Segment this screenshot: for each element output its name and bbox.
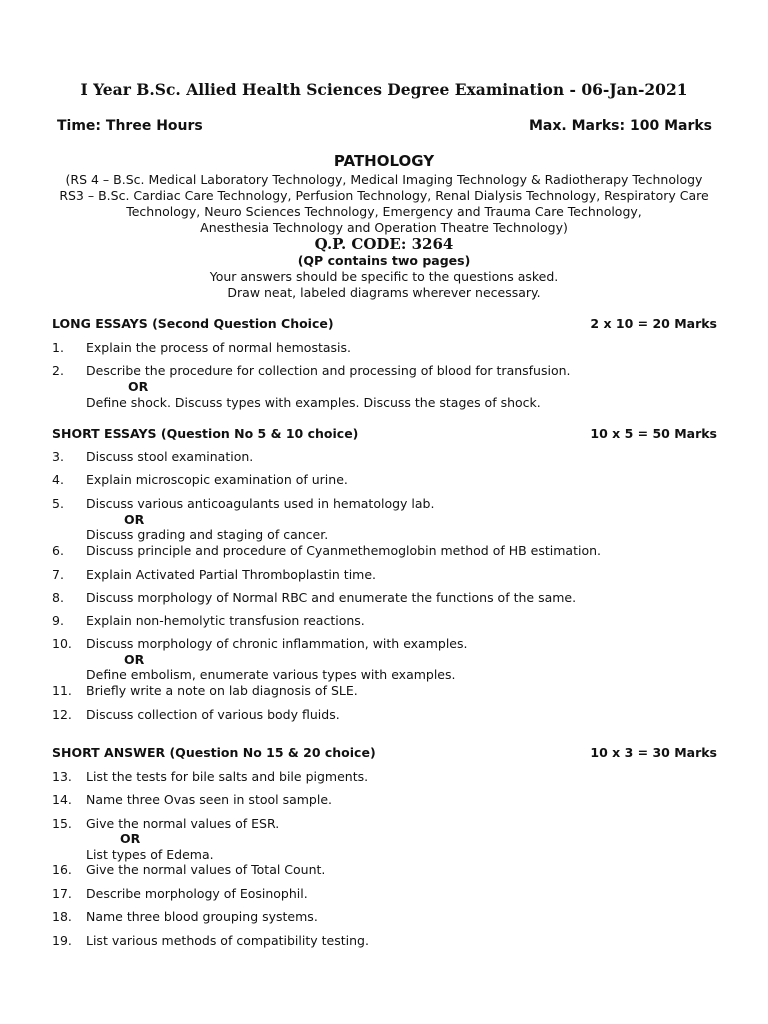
- question-item: [52, 449, 722, 464]
- question-number: 17.: [52, 886, 72, 901]
- question-item: [52, 472, 722, 487]
- instruction-line: Draw neat, labeled diagrams wherever necessary.: [227, 285, 541, 300]
- question-number: 13.: [52, 769, 72, 784]
- alternative-question-text: Discuss grading and staging of cancer.: [86, 527, 329, 542]
- pages-note: (QP contains two pages): [297, 253, 471, 268]
- question-item: [52, 543, 722, 558]
- question-text: Explain microscopic examination of urine.: [86, 472, 348, 487]
- question-number: 6.: [52, 543, 64, 558]
- question-text: List the tests for bile salts and bile pigments.: [86, 769, 369, 784]
- or-label: OR: [128, 379, 149, 394]
- question-item: [52, 363, 722, 378]
- question-text: Discuss stool examination.: [86, 449, 254, 464]
- question-item: [52, 683, 722, 698]
- question-text: Name three blood grouping systems.: [86, 909, 318, 924]
- question-text: Describe morphology of Eosinophil.: [86, 886, 308, 901]
- question-item: [52, 909, 722, 924]
- section-heading-long-essays: [52, 316, 717, 331]
- question-item: [52, 862, 722, 877]
- question-item: [52, 340, 722, 355]
- section-heading-short-answer: [52, 745, 717, 760]
- question-text: Give the normal values of ESR.: [86, 816, 280, 831]
- alternative-question-text: Define shock. Discuss types with examples. Discuss the stages of shock.: [86, 395, 541, 410]
- question-item: [52, 933, 722, 948]
- subject-title: PATHOLOGY: [333, 152, 435, 170]
- course-line: RS3 – B.Sc. Cardiac Care Technology, Perfusion Technology, Renal Dialysis Technology, Respiratory Care: [59, 188, 709, 203]
- section-title: SHORT ANSWER (Question No 15 & 20 choice): [52, 745, 376, 760]
- section-marks: 2 x 10 = 20 Marks: [590, 316, 717, 331]
- question-number: 18.: [52, 909, 72, 924]
- question-item: [52, 769, 722, 784]
- question-item: [52, 567, 722, 582]
- alternative-question-text: Define embolism, enumerate various types with examples.: [86, 667, 456, 682]
- or-label: OR: [120, 831, 141, 846]
- question-number: 19.: [52, 933, 72, 948]
- question-number: 1.: [52, 340, 64, 355]
- question-text: Discuss morphology of Normal RBC and enumerate the functions of the same.: [86, 590, 577, 605]
- question-text: Discuss principle and procedure of Cyanmethemoglobin method of HB estimation.: [86, 543, 602, 558]
- alternative-question-text: List types of Edema.: [86, 847, 214, 862]
- question-number: 4.: [52, 472, 64, 487]
- question-number: 10.: [52, 636, 72, 651]
- section-title: LONG ESSAYS (Second Question Choice): [52, 316, 334, 331]
- question-text: Explain non-hemolytic transfusion reactions.: [86, 613, 365, 628]
- question-text: Explain Activated Partial Thromboplastin time.: [86, 567, 377, 582]
- course-list: [40, 172, 728, 236]
- section-heading-short-essays: [52, 426, 717, 441]
- question-number: 8.: [52, 590, 64, 605]
- question-text: Give the normal values of Total Count.: [86, 862, 326, 877]
- section-title: SHORT ESSAYS (Question No 5 & 10 choice): [52, 426, 359, 441]
- question-item: [52, 636, 722, 651]
- question-item: [52, 707, 722, 722]
- section-marks: 10 x 3 = 30 Marks: [590, 745, 717, 760]
- question-text: Briefly write a note on lab diagnosis of SLE.: [86, 683, 358, 698]
- question-number: 15.: [52, 816, 72, 831]
- question-text: Describe the procedure for collection and processing of blood for transfusion.: [86, 363, 571, 378]
- question-number: 5.: [52, 496, 64, 511]
- exam-duration: Time: Three Hours: [57, 118, 203, 134]
- question-number: 14.: [52, 792, 72, 807]
- question-text: Explain the process of normal hemostasis.: [86, 340, 352, 355]
- or-label: OR: [124, 652, 145, 667]
- question-item: [52, 590, 722, 605]
- question-item: [52, 886, 722, 901]
- course-line: Anesthesia Technology and Operation Theatre Technology): [200, 220, 568, 235]
- instruction-line: Your answers should be specific to the questions asked.: [209, 269, 559, 284]
- question-number: 11.: [52, 683, 72, 698]
- exam-title: I Year B.Sc. Allied Health Sciences Degree Examination - 06-Jan-2021: [80, 80, 688, 99]
- max-marks: Max. Marks: 100 Marks: [528, 118, 712, 134]
- question-number: 7.: [52, 567, 64, 582]
- question-number: 2.: [52, 363, 64, 378]
- question-text: List various methods of compatibility testing.: [86, 933, 369, 948]
- question-number: 9.: [52, 613, 64, 628]
- question-text: Discuss collection of various body fluids.: [86, 707, 340, 722]
- question-item: [52, 792, 722, 807]
- course-line: (RS 4 – B.Sc. Medical Laboratory Technology, Medical Imaging Technology & Radiotherapy Technology: [65, 172, 703, 187]
- question-text: Name three Ovas seen in stool sample.: [86, 792, 333, 807]
- question-text: Discuss various anticoagulants used in hematology lab.: [86, 496, 435, 511]
- course-line: Technology, Neuro Sciences Technology, Emergency and Trauma Care Technology,: [126, 204, 642, 219]
- question-number: 12.: [52, 707, 72, 722]
- question-number: 16.: [52, 862, 72, 877]
- question-text: Discuss morphology of chronic inflammation, with examples.: [86, 636, 468, 651]
- question-number: 3.: [52, 449, 64, 464]
- or-label: OR: [124, 512, 145, 527]
- qp-code: Q.P. CODE: 3264: [314, 235, 454, 253]
- instructions: [0, 269, 768, 301]
- question-item: [52, 816, 722, 831]
- question-item: [52, 496, 722, 511]
- section-marks: 10 x 5 = 50 Marks: [590, 426, 717, 441]
- question-item: [52, 613, 722, 628]
